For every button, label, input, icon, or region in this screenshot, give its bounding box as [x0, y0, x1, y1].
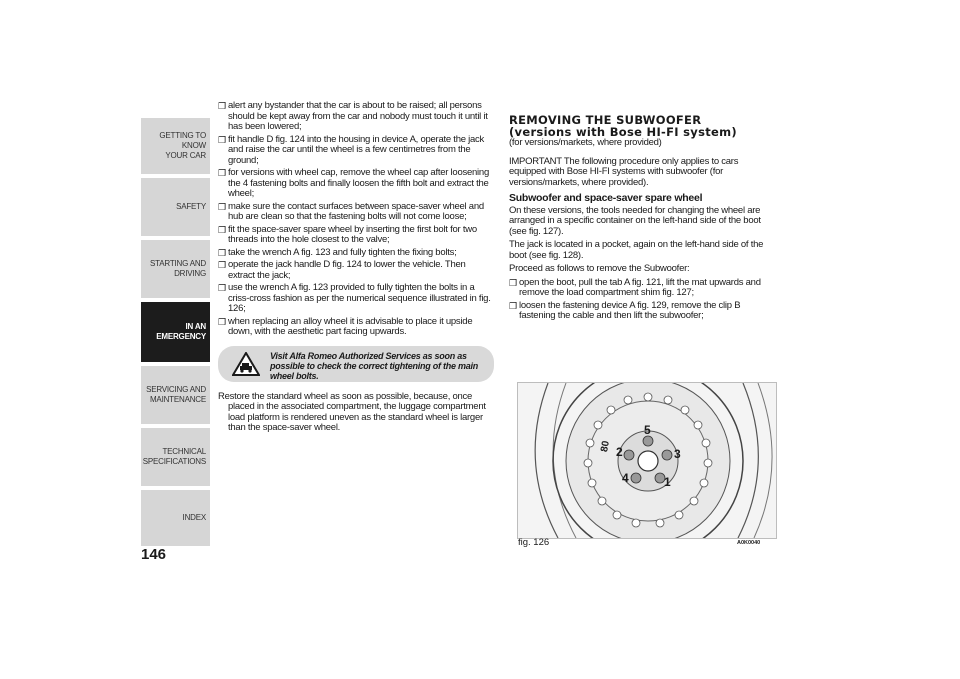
- checkbox-bullet-icon: ❒: [509, 300, 517, 311]
- tab-starting-and-driving[interactable]: [141, 240, 210, 298]
- list-item: [218, 225, 494, 246]
- important-note: IMPORTANT The following procedure only applies to cars equipped with Bose HI-FI systems with subwoofer (for versions/markets, where provided).: [509, 155, 739, 188]
- figure-code: A0K0040: [737, 540, 761, 546]
- list-item: [218, 283, 494, 315]
- checkbox-bullet-icon: ❒: [218, 201, 226, 212]
- list-item-text: alert any bystander that the car is about to be raised; all persons should be kept away from the car and nobody must touch it until it has been lowered;: [228, 100, 488, 132]
- tab-label-line1: INDEX: [182, 513, 206, 522]
- bolt-label: 1: [664, 475, 671, 489]
- bolt-label: 5: [644, 423, 651, 437]
- list-item: [218, 202, 494, 223]
- paragraph: On these versions, the tools needed for changing the wheel are arranged in a specific container on the left-hand side of the boot (see fig. 127).: [509, 204, 761, 237]
- section-subtitle: (for versions/markets, where provided): [509, 137, 662, 148]
- list-item: [509, 278, 777, 299]
- warning-box: [218, 346, 494, 382]
- warning-car-jack-icon: [232, 352, 260, 376]
- list-item: [509, 301, 777, 322]
- page-number: 146: [141, 546, 167, 563]
- tab-label-line1: STARTING AND: [150, 259, 206, 268]
- list-item-text: open the boot, pull the tab A fig. 121, lift the mat upwards and remove the load compartment shim fig. 127;: [519, 276, 761, 298]
- list-item-text: fit the space-saver spare wheel by inserting the first bolt for two threads into the hole closest to the valve;: [228, 223, 477, 245]
- checkbox-bullet-icon: ❒: [218, 316, 226, 327]
- closing-paragraph: Restore the standard wheel as soon as possible, because, once placed in the associated compartment, the luggage compartment load platform is rendered uneven as the standard wheel is larger than the space-saver wheel.: [218, 390, 486, 433]
- checkbox-bullet-icon: ❒: [218, 224, 226, 235]
- section-title-qualifier: (versions with Bose HI-FI system): [509, 125, 737, 139]
- list-item-text: take the wrench A fig. 123 and fully tighten the fixing bolts;: [228, 246, 457, 258]
- figure-caption: fig. 126: [518, 537, 550, 548]
- list-item: [218, 168, 494, 200]
- checkbox-bullet-icon: ❒: [509, 277, 517, 288]
- checkbox-bullet-icon: ❒: [218, 260, 226, 270]
- tab-label-line1: SERVICING AND: [146, 385, 206, 394]
- paragraph: Proceed as follows to remove the Subwoofer:: [509, 263, 690, 274]
- checkbox-bullet-icon: ❒: [218, 134, 226, 145]
- subsection-heading: Subwoofer and space-saver spare wheel: [509, 192, 703, 204]
- list-item: [218, 135, 494, 167]
- tab-servicing-and-maintenance[interactable]: [141, 366, 210, 424]
- tab-label-line2: SPECIFICATIONS: [142, 457, 206, 466]
- wheel-illustration: [518, 383, 776, 538]
- bolt-label: 2: [616, 445, 623, 459]
- checkbox-bullet-icon: ❒: [218, 283, 226, 293]
- checkbox-bullet-icon: ❒: [218, 247, 226, 258]
- list-item: [218, 101, 494, 133]
- checkbox-bullet-icon: ❒: [218, 101, 226, 111]
- right-column: [509, 114, 777, 324]
- list-item: [218, 317, 494, 338]
- list-item-text: use the wrench A fig. 123 provided to fully tighten the bolts in a criss-cross fashion as per the numerical sequence illustrated in fig. 126;: [228, 282, 491, 314]
- tab-label-line1: GETTING TO KNOW: [159, 131, 206, 150]
- paragraph: The jack is located in a pocket, again on the left-hand side of the boot (see fig. 128).: [509, 239, 764, 261]
- left-column: [218, 101, 494, 437]
- wheel-bolt-sequence-figure: [517, 382, 777, 539]
- tab-in-an-emergency[interactable]: [141, 302, 210, 362]
- checkbox-bullet-icon: ❒: [218, 168, 226, 178]
- list-item-text: fit handle D fig. 124 into the housing in device A, operate the jack and raise the car until the wheel is a few centimetres from the ground;: [228, 133, 485, 166]
- tab-getting-to-know[interactable]: [141, 118, 210, 174]
- list-item-text: loosen the fastening device A fig. 129, remove the clip B fastening the cable and then lift the subwoofer;: [519, 299, 741, 321]
- bolt-label: 4: [622, 471, 629, 485]
- rim-marking: 80: [599, 440, 612, 453]
- tab-label-line2: EMERGENCY: [156, 332, 206, 341]
- list-item-text: make sure the contact surfaces between space-saver wheel and hub are clean so that the fastening bolts will not come loose;: [228, 200, 484, 222]
- tab-label-line1: SAFETY: [176, 202, 206, 211]
- warning-text: Visit Alfa Romeo Authorized Services as soon as possible to check the correct tightening of the main wheel bolts.: [270, 350, 479, 381]
- list-item-text: for versions with wheel cap, remove the wheel cap after loosening the 4 fastening bolts and finally loosen the fifth bolt and extract the wheel;: [228, 167, 489, 199]
- list-item: [218, 260, 494, 281]
- tab-safety[interactable]: [141, 178, 210, 236]
- bolt-label: 3: [674, 447, 681, 461]
- tab-label-line2: DRIVING: [174, 269, 206, 278]
- tab-index[interactable]: [141, 490, 210, 546]
- tab-label-line2: YOUR CAR: [165, 151, 206, 160]
- tab-label-line2: MAINTENANCE: [149, 395, 206, 404]
- tab-technical-specifications[interactable]: [141, 428, 210, 486]
- tab-label-line1: TECHNICAL: [162, 447, 206, 456]
- list-item: [218, 248, 494, 259]
- list-item-text: when replacing an alloy wheel it is advisable to place it upside down, with the aesthetic part facing upwards.: [228, 315, 473, 337]
- section-title: REMOVING THE SUBWOOFER: [509, 113, 702, 127]
- list-item-text: operate the jack handle D fig. 124 to lower the vehicle. Then extract the jack;: [228, 259, 466, 281]
- tab-label-line1: IN AN: [185, 322, 206, 331]
